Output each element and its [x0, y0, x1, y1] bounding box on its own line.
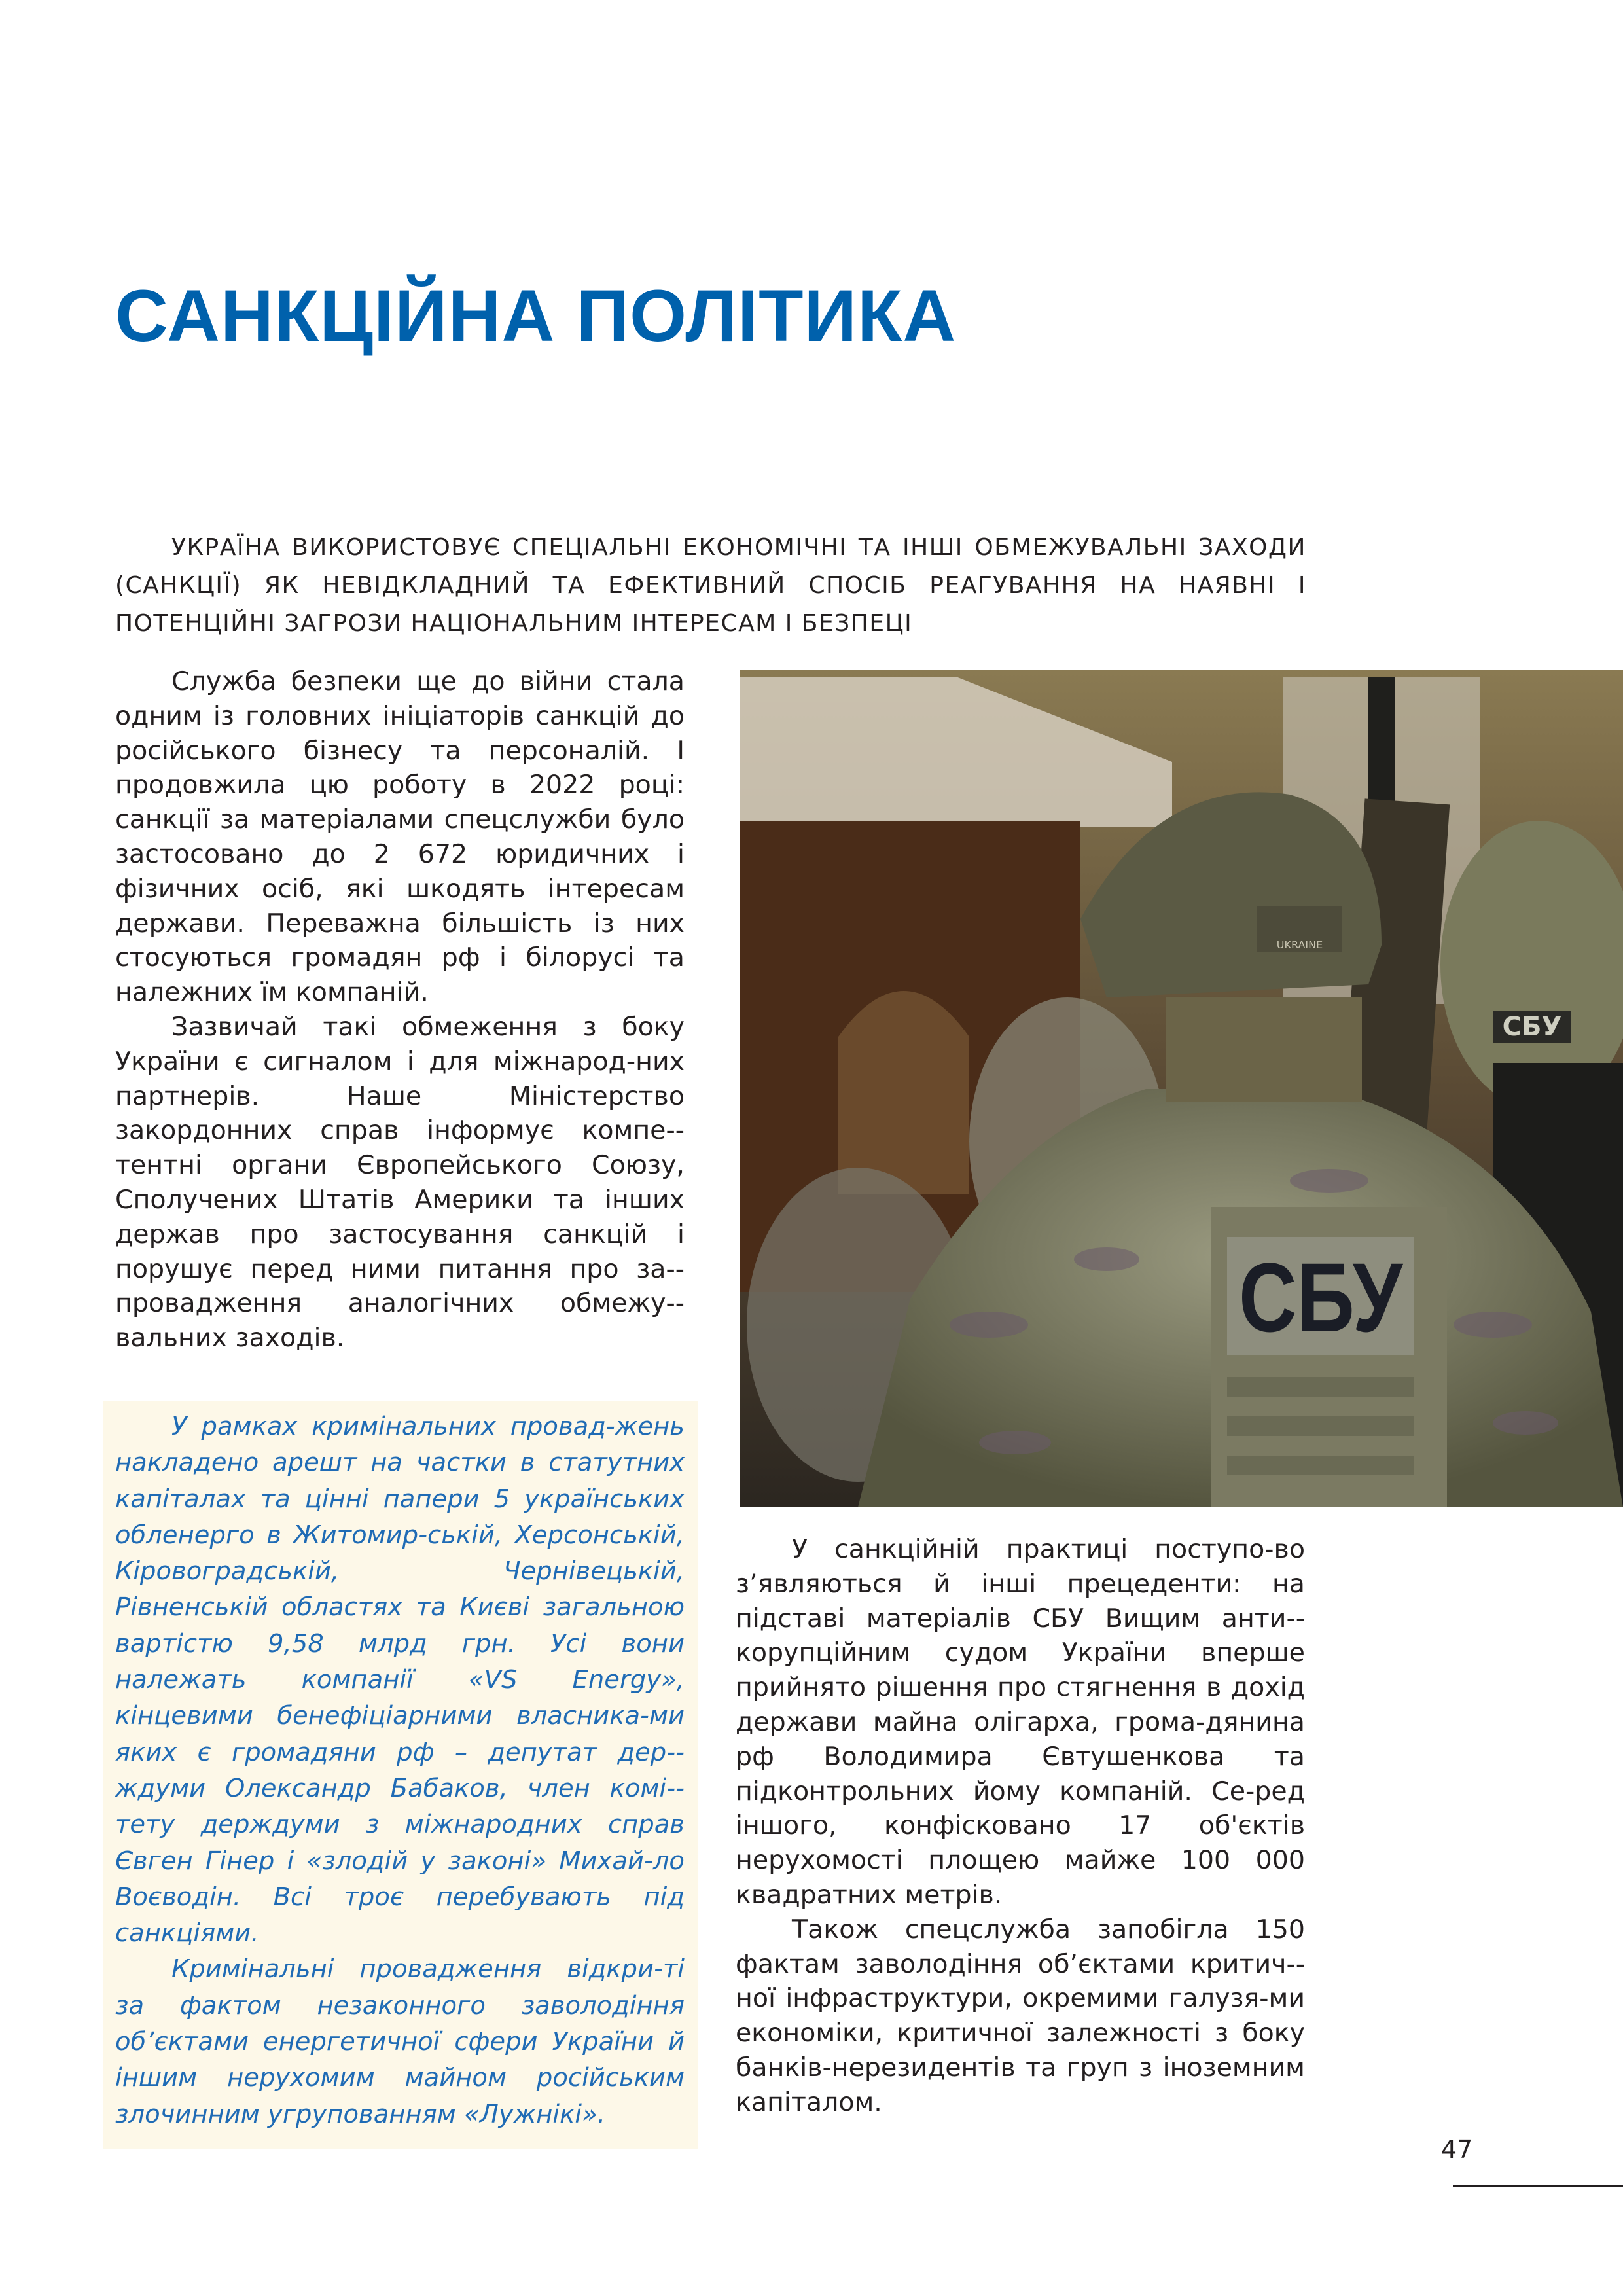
page-number: 47	[1441, 2135, 1473, 2164]
molle-straps	[1227, 1377, 1414, 1475]
patch-text-right: СБУ	[1502, 1012, 1562, 1042]
body-paragraph: Також спецслужба запобігла 150 фактам заволодіння об’єктами критич-ної інфраструктури, окремими галузя-ми економіки, критичної залежності з боку банків-нерезидентів та груп з іноземним капіталом.	[736, 1914, 1305, 2117]
door-arch-window	[838, 991, 969, 1194]
page-title: САНКЦІЙНА ПОЛІТИКА	[115, 275, 957, 357]
left-column	[115, 664, 685, 1355]
body-paragraph: Служба безпеки ще до війни стала одним із головних ініціаторів санкцій до російського бізнесу та персоналій. І продовжила цю роботу в 2022 році: санкції за матеріалами спецслужби було застосовано до 2 672 юридичних і фізичних осіб, які шкодять інтересам держави. Переважна більшість із них стосуються громадян рф і білорусі та належних їм компаній.	[115, 666, 685, 1008]
right-column	[736, 1532, 1305, 2120]
callout-paragraph: Кримінальні провадження відкри-ті за фактом незаконного заволодіння об’єктами енергетичної сфери України й іншим нерухомим майном російським злочинним угрупованням «Лужнікі».	[115, 1954, 685, 2129]
callout-paragraph: У рамках кримінальних провад-жень накладено арешт на частки в статутних капіталах та цінні папери 5 українських обленерго в Житомир-ській, Херсонській, Кіровоградській, Чернівецькій, Рівненській областях та Києві загальною вартістю 9,58 млрд грн. Усі вони належать компанії «VS Energy», кінцевими бенефіціарними власника-ми яких є громадяни рф – депутат дер-ждуми Олександр Бабаков, член комі-тету держдуми з міжнародних справ Євген Гінер і «злодій у законі» Михай-ло Воєводін. Всі троє перебувають під санкціями.	[115, 1412, 685, 1948]
body-paragraph: Зазвичай такі обмеження з боку України є сигналом і для міжнарод-них партнерів. Наше Міністерство закордонних справ інформує компе-тентні органи Європейського Союзу, Сполучених Штатів Америки та інших держав про застосування санкцій і порушує перед ними питання про за-провадження аналогічних обмежу-вальних заходів.	[115, 1011, 685, 1354]
body-paragraph: У санкційній практиці поступо-во з’являються й інші прецеденти: на підставі матеріалів СБУ Вищим анти-корупційним судом України вперше прийнято рішення про стягнення в дохід держави майна олігарха, грома-дянина рф Володимира Євтушенкова та підконтрольних йому компаній. Се-ред іншого, конфісковано 17 об'єктів нерухомості площею майже 100 000 квадратних метрів.	[736, 1534, 1305, 1910]
helmet-patch-text: UKRAINE	[1276, 939, 1323, 951]
highlight-callout-box	[103, 1401, 698, 2149]
photo-illustration	[740, 670, 1623, 1507]
footer-rule	[1453, 2185, 1623, 2187]
soldier-neck	[1166, 997, 1362, 1102]
lead-paragraph: УКРАЇНА ВИКОРИСТОВУЄ СПЕЦІАЛЬНІ ЕКОНОМІЧНІ ТА ІНШІ ОБМЕЖУВАЛЬНІ ЗАХОДИ (САНКЦІЇ) ЯК НЕВІДКЛАДНИЙ ТА ЕФЕКТИВНИЙ СПОСІБ РЕАГУВАННЯ НА НАЯВНІ І ПОТЕНЦІЙНІ ЗАГРОЗИ НАЦІОНАЛЬНИМ ІНТЕРЕСАМ І БЕЗПЕЦІ	[115, 534, 1306, 637]
photo-sbu-officers	[740, 670, 1623, 1507]
sbu-patch-text: СБУ	[1239, 1242, 1404, 1352]
